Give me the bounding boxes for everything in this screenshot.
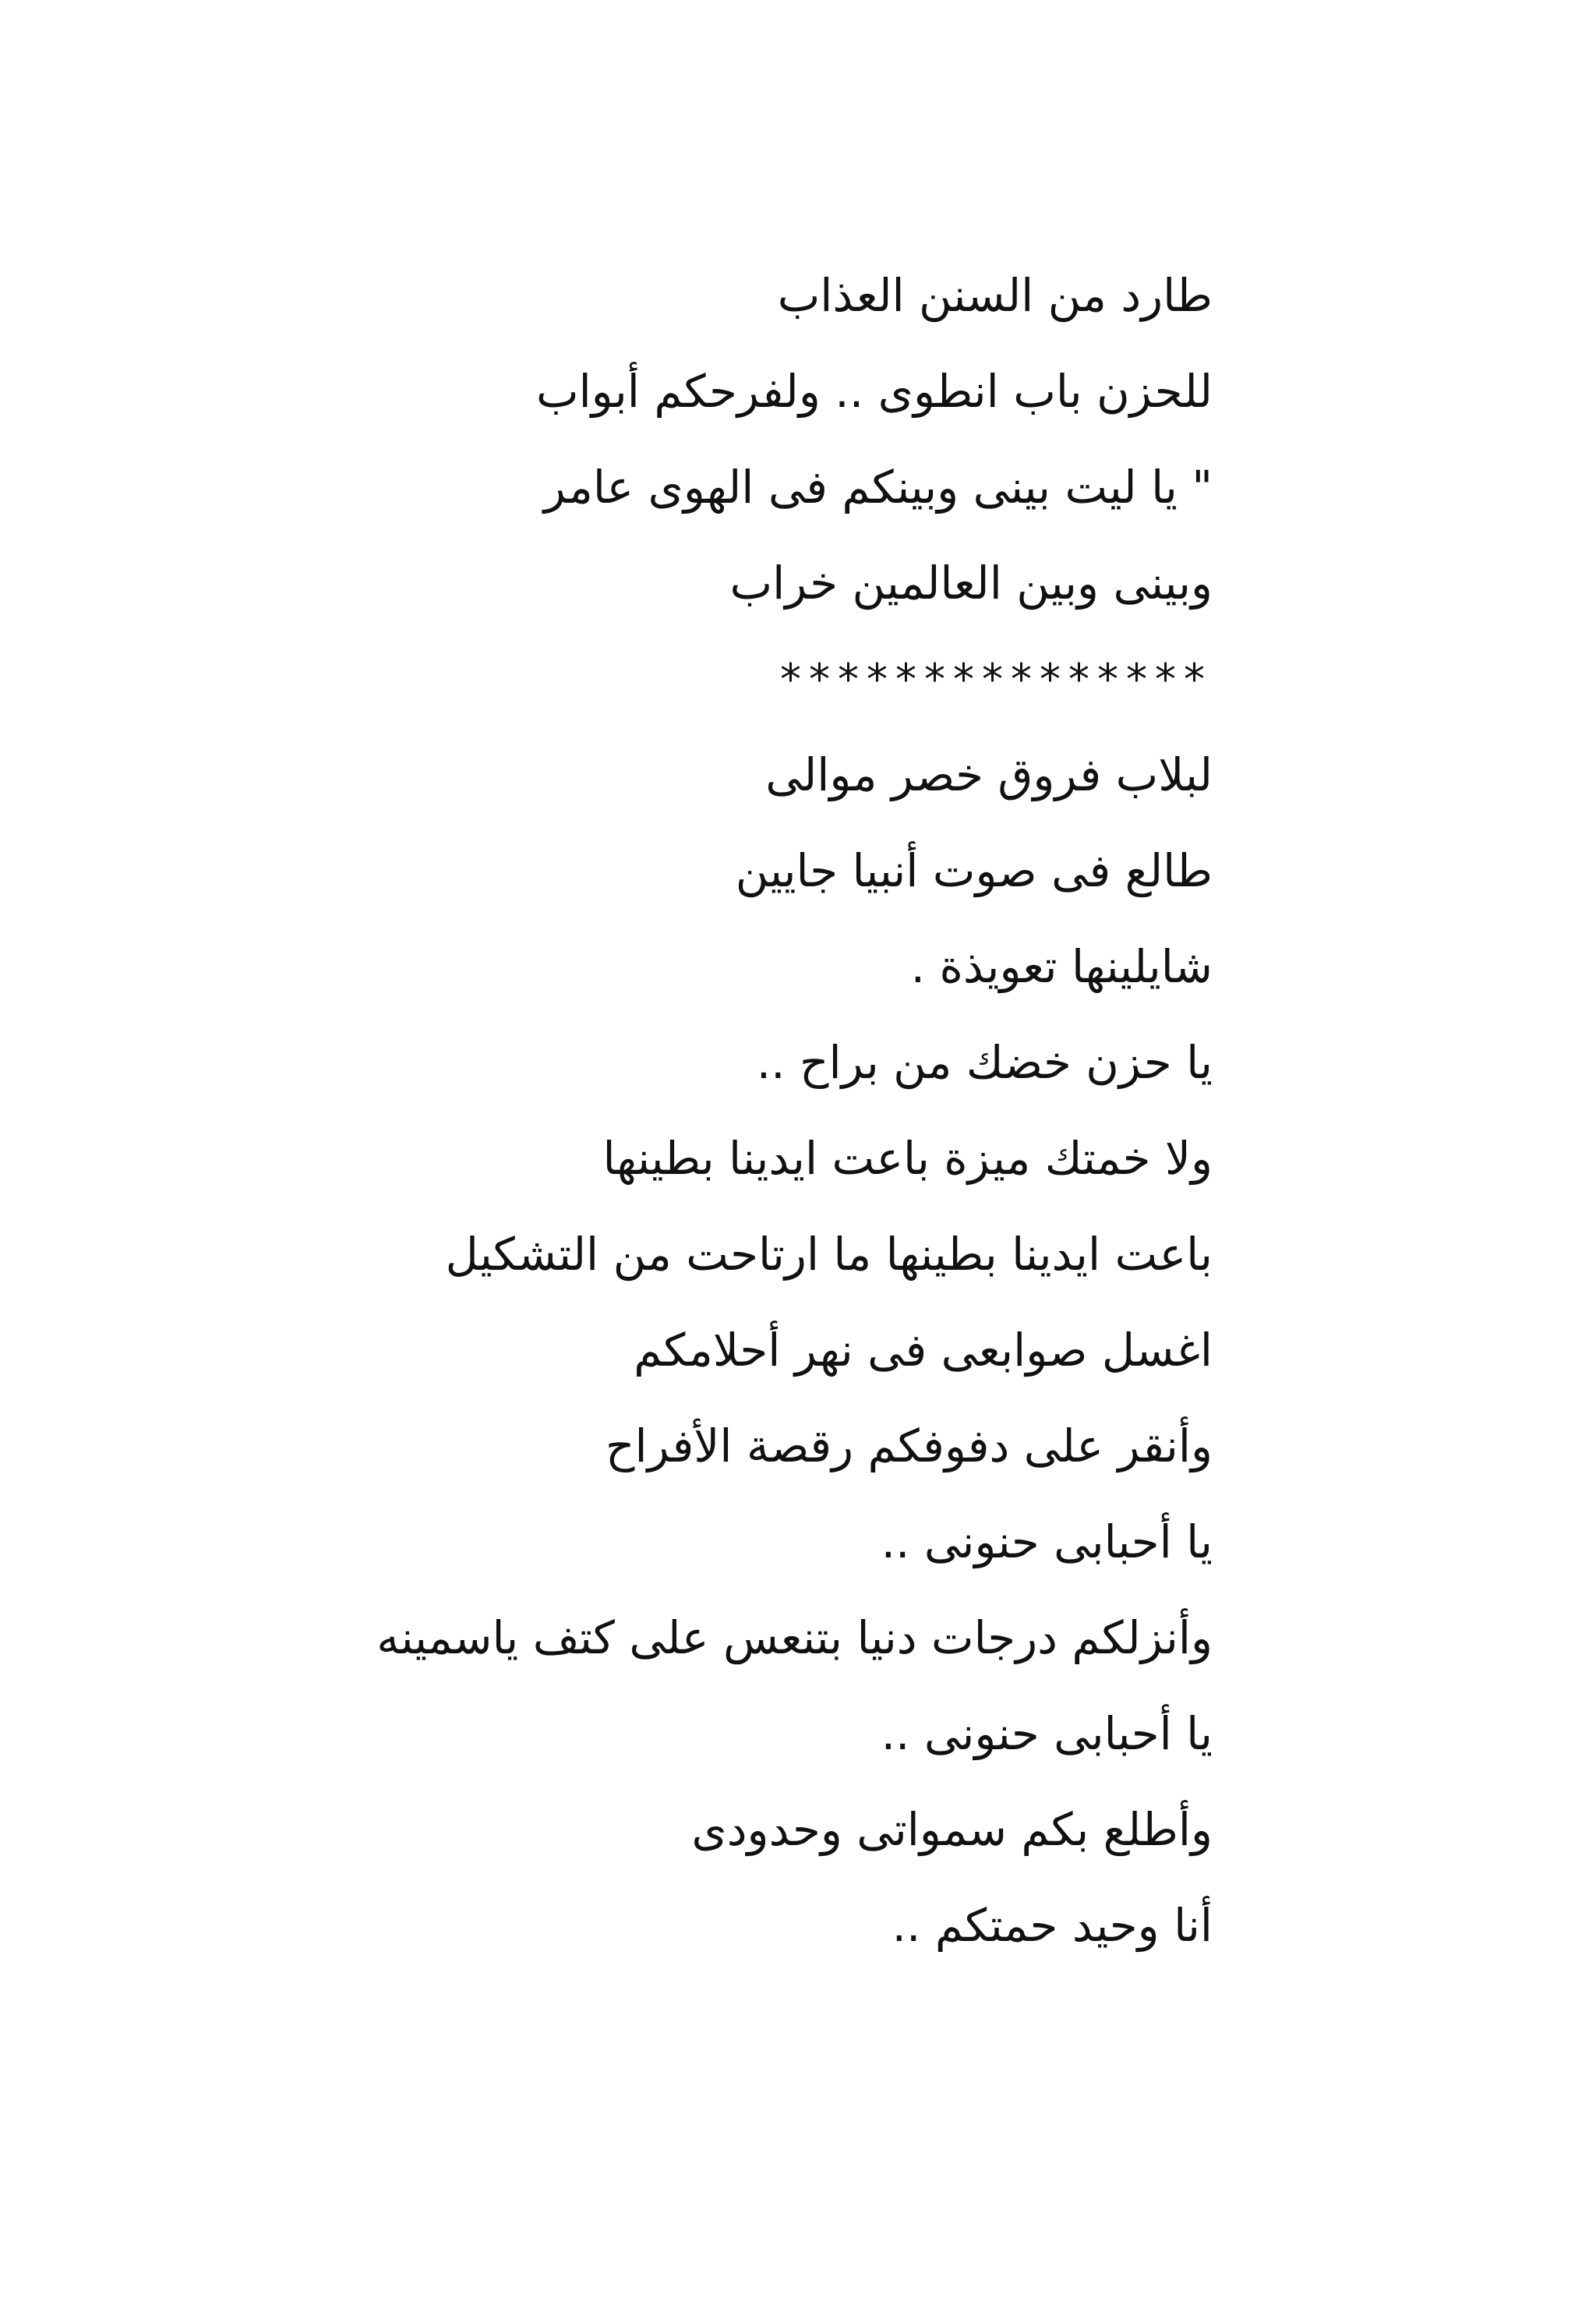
- poem-line: وأطلع بكم سمواتى وحدودى: [691, 1803, 1213, 1856]
- poem-line: يا أحبابى حنونى ..: [881, 1515, 1213, 1568]
- poem-line: لبلاب فروق خصر موالى: [765, 748, 1213, 801]
- poem-line: وأنقر على دفوفكم رقصة الأفراح: [606, 1419, 1213, 1472]
- poem-line: وبينى وبين العالمين خراب: [729, 557, 1213, 610]
- poem-text: [44, 248, 1213, 1974]
- poem-line: للحزن باب انطوى .. ولفرحكم أبواب: [535, 365, 1213, 418]
- stanza-separator: ***************: [780, 655, 1213, 704]
- poem-line: باعت ايدينا بطينها ما ارتاحت من التشكيل: [445, 1228, 1213, 1281]
- poem-line: اغسل صوابعى فى نهر أحلامكم: [634, 1324, 1213, 1377]
- poem-line: شايلينها تعويذة .: [910, 940, 1213, 993]
- poem-line: طالع فى صوت أنبيا جايين: [735, 844, 1213, 897]
- poem-line: " يا ليت بينى وبينكم فى الهوى عامر: [543, 461, 1213, 514]
- poem-line: ولا خمتك ميزة باعت ايدينا بطينها: [602, 1132, 1213, 1185]
- poem-line: طارد من السنن العذاب: [777, 269, 1213, 322]
- poem-line: يا حزن خضك من براح ..: [756, 1036, 1213, 1089]
- poem-line: وأنزلكم درجات دنيا بتنعس على كتف ياسمينه: [376, 1611, 1213, 1664]
- poem-line: يا أحبابى حنونى ..: [881, 1707, 1213, 1760]
- poem-line: أنا وحيد حمتكم ..: [892, 1899, 1213, 1952]
